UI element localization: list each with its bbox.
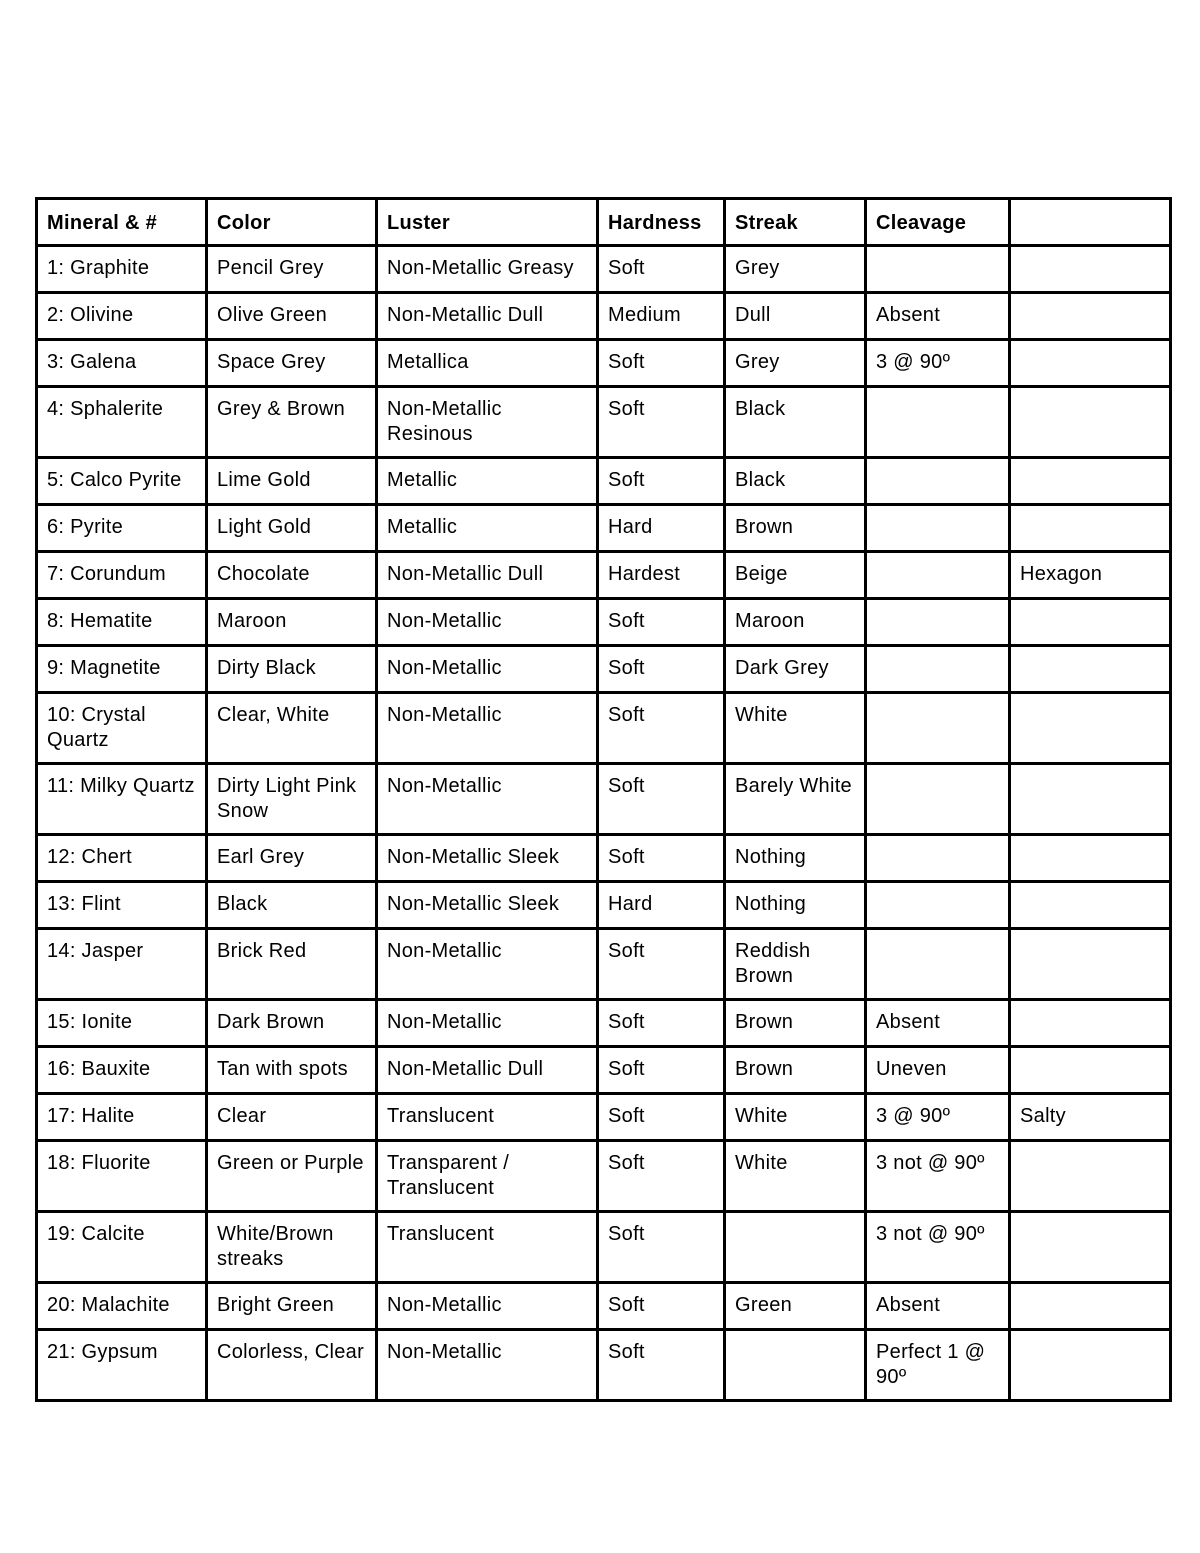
cell-hardness: Hard: [598, 505, 725, 552]
cell-extra: [1010, 764, 1171, 835]
cell-extra: [1010, 458, 1171, 505]
table-row: [37, 1212, 1171, 1283]
cell-streak: White: [725, 1094, 866, 1141]
cell-luster: Non-Metallic Greasy: [377, 246, 598, 293]
table-row: [37, 599, 1171, 646]
cell-color: Clear, White: [207, 693, 377, 764]
cell-extra: [1010, 599, 1171, 646]
cell-cleavage: [866, 505, 1010, 552]
cell-hardness: Soft: [598, 1094, 725, 1141]
cell-mineral: 18: Fluorite: [37, 1141, 207, 1212]
cell-mineral: 15: Ionite: [37, 1000, 207, 1047]
mineral-properties-table: [35, 197, 1172, 1402]
cell-extra: [1010, 505, 1171, 552]
cell-color: Dirty Light Pink Snow: [207, 764, 377, 835]
cell-cleavage: 3 not @ 90º: [866, 1212, 1010, 1283]
cell-extra: [1010, 1212, 1171, 1283]
cell-luster: Non-Metallic Sleek: [377, 835, 598, 882]
cell-luster: Non-Metallic: [377, 646, 598, 693]
cell-luster: Translucent: [377, 1212, 598, 1283]
cell-hardness: Soft: [598, 387, 725, 458]
cell-luster: Non-Metallic Dull: [377, 552, 598, 599]
cell-color: Green or Purple: [207, 1141, 377, 1212]
cell-streak: Reddish Brown: [725, 929, 866, 1000]
cell-streak: Dark Grey: [725, 646, 866, 693]
cell-luster: Non-Metallic: [377, 764, 598, 835]
cell-streak: White: [725, 693, 866, 764]
table-row: [37, 1000, 1171, 1047]
cell-mineral: 7: Corundum: [37, 552, 207, 599]
cell-luster: Non-Metallic Dull: [377, 1047, 598, 1094]
cell-streak: White: [725, 1141, 866, 1212]
cell-cleavage: 3 @ 90º: [866, 1094, 1010, 1141]
cell-luster: Non-Metallic: [377, 693, 598, 764]
cell-luster: Non-Metallic: [377, 599, 598, 646]
table-row: [37, 505, 1171, 552]
cell-extra: [1010, 835, 1171, 882]
header-streak: Streak: [725, 199, 866, 246]
cell-mineral: 3: Galena: [37, 340, 207, 387]
cell-cleavage: [866, 246, 1010, 293]
cell-hardness: Soft: [598, 764, 725, 835]
cell-luster: Non-Metallic: [377, 1000, 598, 1047]
cell-extra: [1010, 1283, 1171, 1330]
table-row: [37, 882, 1171, 929]
cell-mineral: 6: Pyrite: [37, 505, 207, 552]
cell-color: Space Grey: [207, 340, 377, 387]
cell-mineral: 9: Magnetite: [37, 646, 207, 693]
cell-cleavage: [866, 882, 1010, 929]
cell-streak: Barely White: [725, 764, 866, 835]
cell-streak: Black: [725, 458, 866, 505]
cell-mineral: 10: Crystal Quartz: [37, 693, 207, 764]
cell-hardness: Soft: [598, 340, 725, 387]
cell-cleavage: 3 not @ 90º: [866, 1141, 1010, 1212]
cell-hardness: Soft: [598, 246, 725, 293]
cell-cleavage: Perfect 1 @ 90º: [866, 1330, 1010, 1401]
cell-mineral: 8: Hematite: [37, 599, 207, 646]
cell-luster: Non-Metallic Resinous: [377, 387, 598, 458]
cell-cleavage: Absent: [866, 1000, 1010, 1047]
cell-luster: Transparent / Translucent: [377, 1141, 598, 1212]
cell-mineral: 17: Halite: [37, 1094, 207, 1141]
cell-luster: Metallic: [377, 505, 598, 552]
cell-cleavage: [866, 458, 1010, 505]
cell-extra: [1010, 929, 1171, 1000]
cell-hardness: Medium: [598, 293, 725, 340]
cell-extra: [1010, 1000, 1171, 1047]
cell-cleavage: [866, 929, 1010, 1000]
cell-streak: Black: [725, 387, 866, 458]
cell-color: Dark Brown: [207, 1000, 377, 1047]
cell-color: Maroon: [207, 599, 377, 646]
cell-color: Clear: [207, 1094, 377, 1141]
table-row: [37, 458, 1171, 505]
cell-mineral: 12: Chert: [37, 835, 207, 882]
header-cleavage: Cleavage: [866, 199, 1010, 246]
cell-hardness: Soft: [598, 1283, 725, 1330]
cell-hardness: Soft: [598, 835, 725, 882]
cell-color: White/Brown streaks: [207, 1212, 377, 1283]
cell-luster: Translucent: [377, 1094, 598, 1141]
cell-extra: [1010, 1330, 1171, 1401]
cell-color: Olive Green: [207, 293, 377, 340]
cell-streak: Nothing: [725, 835, 866, 882]
cell-mineral: 16: Bauxite: [37, 1047, 207, 1094]
cell-hardness: Soft: [598, 458, 725, 505]
table-row: [37, 1283, 1171, 1330]
header-color: Color: [207, 199, 377, 246]
cell-color: Light Gold: [207, 505, 377, 552]
cell-color: Colorless, Clear: [207, 1330, 377, 1401]
cell-cleavage: [866, 693, 1010, 764]
cell-color: Dirty Black: [207, 646, 377, 693]
cell-cleavage: [866, 599, 1010, 646]
cell-streak: Nothing: [725, 882, 866, 929]
cell-luster: Non-Metallic: [377, 929, 598, 1000]
cell-hardness: Hardest: [598, 552, 725, 599]
cell-cleavage: [866, 764, 1010, 835]
table-row: [37, 835, 1171, 882]
cell-mineral: 13: Flint: [37, 882, 207, 929]
cell-luster: Non-Metallic Sleek: [377, 882, 598, 929]
cell-streak: Green: [725, 1283, 866, 1330]
header-extra: [1010, 199, 1171, 246]
cell-streak: Brown: [725, 505, 866, 552]
cell-mineral: 20: Malachite: [37, 1283, 207, 1330]
cell-extra: [1010, 387, 1171, 458]
cell-hardness: Soft: [598, 646, 725, 693]
cell-color: Pencil Grey: [207, 246, 377, 293]
cell-extra: [1010, 882, 1171, 929]
table-row: [37, 929, 1171, 1000]
cell-luster: Metallic: [377, 458, 598, 505]
cell-hardness: Soft: [598, 1047, 725, 1094]
table-row: [37, 1047, 1171, 1094]
cell-extra: [1010, 693, 1171, 764]
table-row: [37, 1330, 1171, 1401]
cell-color: Lime Gold: [207, 458, 377, 505]
cell-cleavage: 3 @ 90º: [866, 340, 1010, 387]
cell-color: Black: [207, 882, 377, 929]
table-row: [37, 646, 1171, 693]
cell-color: Tan with spots: [207, 1047, 377, 1094]
cell-luster: Non-Metallic: [377, 1283, 598, 1330]
cell-mineral: 4: Sphalerite: [37, 387, 207, 458]
cell-extra: [1010, 340, 1171, 387]
table-row: [37, 293, 1171, 340]
table-body: [37, 246, 1171, 1401]
cell-luster: Non-Metallic Dull: [377, 293, 598, 340]
cell-extra: [1010, 293, 1171, 340]
cell-hardness: Soft: [598, 929, 725, 1000]
cell-streak: Beige: [725, 552, 866, 599]
table-row: [37, 387, 1171, 458]
cell-extra: [1010, 1141, 1171, 1212]
cell-streak: Brown: [725, 1047, 866, 1094]
cell-streak: Maroon: [725, 599, 866, 646]
cell-cleavage: Uneven: [866, 1047, 1010, 1094]
table-row: [37, 552, 1171, 599]
header-hardness: Hardness: [598, 199, 725, 246]
table-header-row: [37, 199, 1171, 246]
table-row: [37, 1094, 1171, 1141]
cell-cleavage: [866, 835, 1010, 882]
cell-extra: Salty: [1010, 1094, 1171, 1141]
cell-hardness: Hard: [598, 882, 725, 929]
cell-mineral: 5: Calco Pyrite: [37, 458, 207, 505]
cell-color: Earl Grey: [207, 835, 377, 882]
cell-extra: [1010, 646, 1171, 693]
cell-mineral: 11: Milky Quartz: [37, 764, 207, 835]
cell-color: Chocolate: [207, 552, 377, 599]
cell-streak: Grey: [725, 246, 866, 293]
cell-streak: Brown: [725, 1000, 866, 1047]
cell-hardness: Soft: [598, 1212, 725, 1283]
header-mineral: Mineral & #: [37, 199, 207, 246]
cell-mineral: 19: Calcite: [37, 1212, 207, 1283]
cell-color: Bright Green: [207, 1283, 377, 1330]
cell-hardness: Soft: [598, 1141, 725, 1212]
cell-mineral: 2: Olivine: [37, 293, 207, 340]
cell-cleavage: [866, 646, 1010, 693]
cell-cleavage: Absent: [866, 293, 1010, 340]
cell-color: Grey & Brown: [207, 387, 377, 458]
cell-mineral: 14: Jasper: [37, 929, 207, 1000]
cell-color: Brick Red: [207, 929, 377, 1000]
cell-mineral: 21: Gypsum: [37, 1330, 207, 1401]
cell-streak: [725, 1212, 866, 1283]
cell-streak: Dull: [725, 293, 866, 340]
cell-cleavage: [866, 552, 1010, 599]
table-row: [37, 1141, 1171, 1212]
cell-streak: Grey: [725, 340, 866, 387]
cell-hardness: Soft: [598, 693, 725, 764]
cell-hardness: Soft: [598, 599, 725, 646]
cell-cleavage: [866, 387, 1010, 458]
cell-extra: [1010, 1047, 1171, 1094]
cell-hardness: Soft: [598, 1330, 725, 1401]
cell-cleavage: Absent: [866, 1283, 1010, 1330]
cell-luster: Non-Metallic: [377, 1330, 598, 1401]
cell-mineral: 1: Graphite: [37, 246, 207, 293]
table-row: [37, 246, 1171, 293]
cell-extra: Hexagon: [1010, 552, 1171, 599]
cell-hardness: Soft: [598, 1000, 725, 1047]
table-row: [37, 764, 1171, 835]
header-luster: Luster: [377, 199, 598, 246]
cell-streak: [725, 1330, 866, 1401]
cell-luster: Metallica: [377, 340, 598, 387]
cell-extra: [1010, 246, 1171, 293]
table-row: [37, 340, 1171, 387]
table-row: [37, 693, 1171, 764]
